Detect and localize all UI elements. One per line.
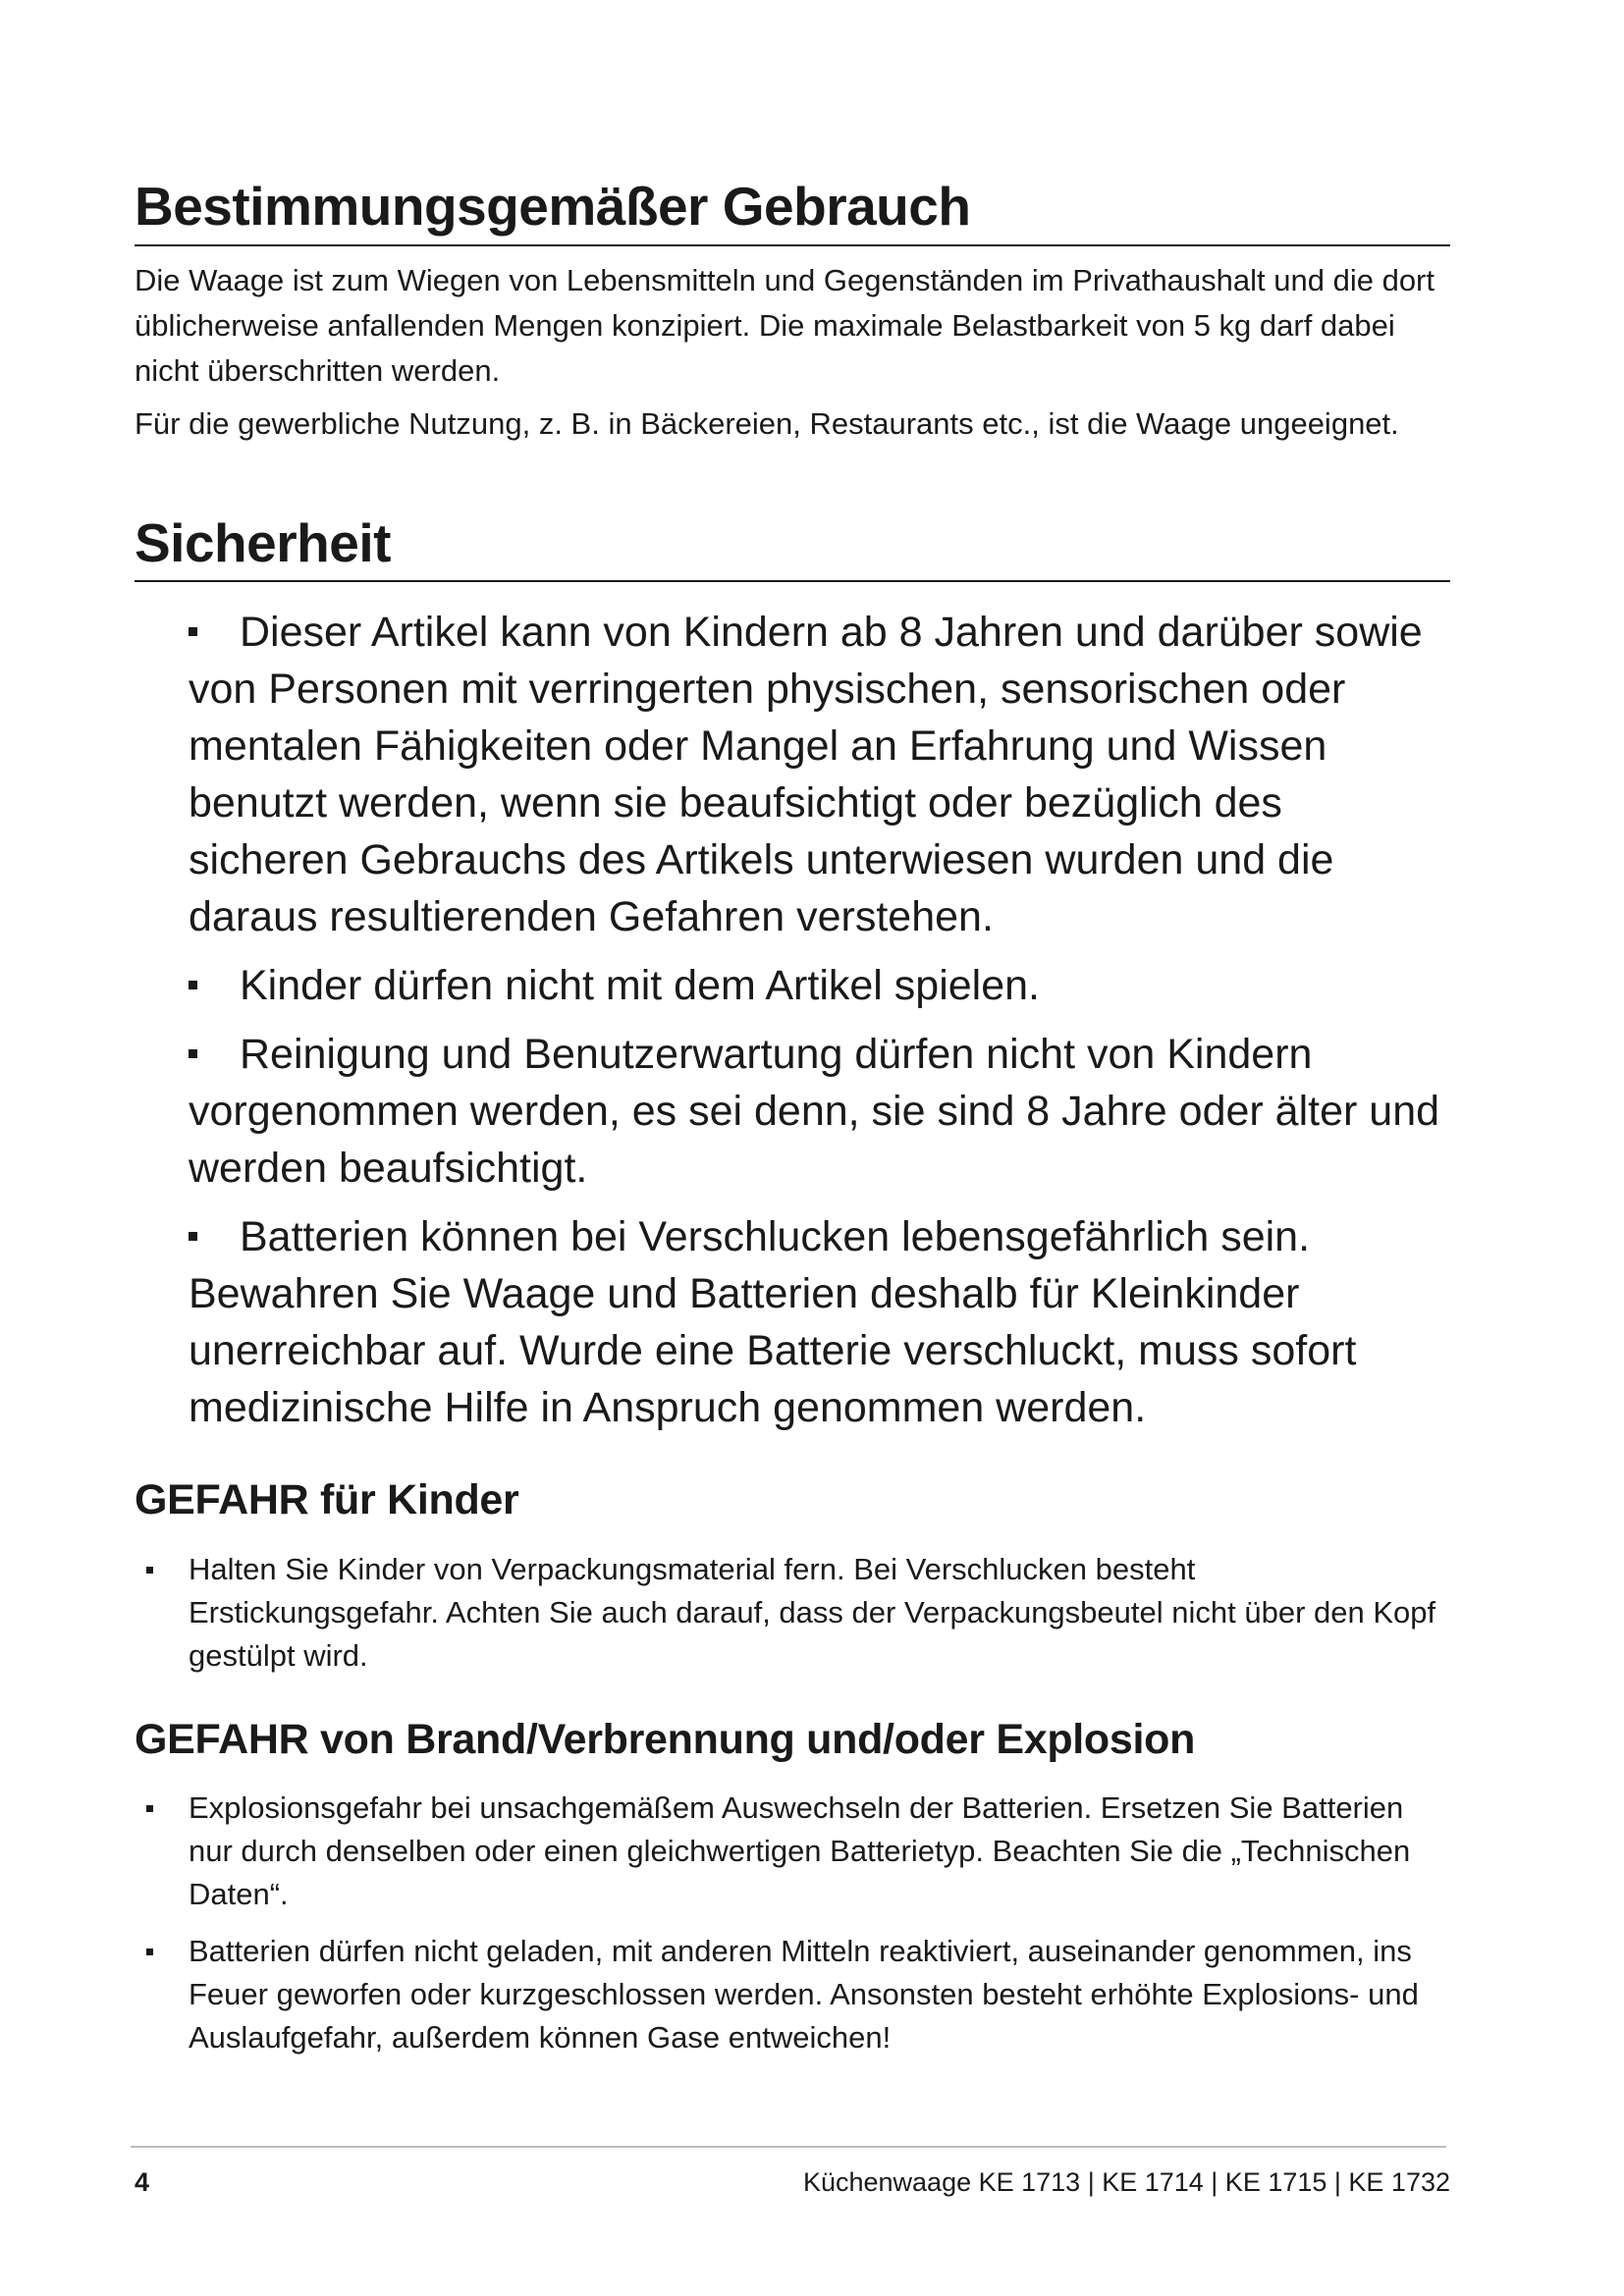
- safety-item-text: Batterien können bei Verschlucken lebensgefährlich sein. Bewahren Sie Waage und Batterien deshalb für Kleinkinder unerreichbar auf. Wurde eine Batterie verschluckt, muss sofort medizinische Hilfe in Anspruch genommen werden.: [189, 1213, 1357, 1431]
- footer-product-line: Küchenwaage KE 1713 | KE 1714 | KE 1715 | KE 1732: [802, 2167, 1450, 2197]
- safety-section: [135, 513, 1450, 1437]
- page-content: [135, 177, 1450, 2073]
- safety-list-item: [189, 604, 1450, 945]
- intended-use-paragraph: Für die gewerbliche Nutzung, z. B. in Bäckereien, Restaurants etc., ist die Waage ungeeignet.: [135, 405, 1399, 441]
- intended-use-section: [135, 177, 1450, 447]
- square-bullet-icon: [146, 1949, 153, 1955]
- safety-item-text: Reinigung und Benutzerwartung dürfen nicht von Kindern vorgenommen werden, es sei denn, sie sind 8 Jahre oder älter und werden beaufsichtigt.: [189, 1031, 1440, 1192]
- square-bullet-icon: [189, 1232, 197, 1241]
- danger-fire-heading: GEFAHR von Brand/Verbrennung und/oder Explosion: [135, 1715, 1196, 1763]
- danger-children-item-text: Halten Sie Kinder von Verpackungsmaterial fern. Bei Verschlucken besteht Erstickungsgefahr. Achten Sie auch darauf, dass der Verpackungsbeutel nicht über den Kopf gestülpt wird.: [189, 1551, 1436, 1673]
- intended-use-paragraph: Die Waage ist zum Wiegen von Lebensmitteln und Gegenständen im Privathaushalt und die dort üblicherweise anfallenden Mengen konzipiert. Die maximale Belastbarkeit von 5 kg darf dabei nicht überschritten werden.: [135, 262, 1435, 388]
- danger-fire-item: [135, 1787, 1450, 1916]
- safety-list-item: [189, 957, 1450, 1014]
- safety-list-item: [189, 1208, 1450, 1436]
- danger-children-section: [135, 1475, 1450, 1678]
- danger-fire-item-text: Batterien dürfen nicht geladen, mit anderen Mitteln reaktiviert, auseinander genommen, ins Feuer geworfen oder kurzgeschlossen werden. Ansonsten besteht erhöhte Explosions- und Auslaufgefahr, außerdem können Gase entweichen!: [189, 1934, 1419, 2056]
- danger-children-heading: GEFAHR für Kinder: [135, 1476, 519, 1523]
- danger-children-list: [135, 1548, 1450, 1678]
- danger-fire-list: [135, 1787, 1450, 2059]
- danger-children-item: [135, 1548, 1450, 1678]
- intended-use-heading: Bestimmungsgemäßer Gebrauch: [135, 177, 1450, 246]
- safety-heading: Sicherheit: [135, 513, 1450, 583]
- square-bullet-icon: [189, 1049, 197, 1058]
- square-bullet-icon: [146, 1805, 153, 1812]
- square-bullet-icon: [189, 627, 197, 636]
- footer-divider: [131, 2146, 1446, 2148]
- page-number: 4: [135, 2167, 150, 2197]
- danger-fire-item: [135, 1930, 1450, 2059]
- safety-item-text: Kinder dürfen nicht mit dem Artikel spielen.: [240, 962, 1041, 1009]
- danger-fire-item-text: Explosionsgefahr bei unsachgemäßem Auswechseln der Batterien. Ersetzen Sie Batterien nur durch denselben oder einen gleichwertigen Batterietyp. Beachten Sie die „Technischen Daten“.: [189, 1790, 1411, 1912]
- square-bullet-icon: [146, 1567, 153, 1574]
- square-bullet-icon: [189, 981, 197, 989]
- safety-list-item: [189, 1026, 1450, 1197]
- safety-list: [135, 604, 1450, 1436]
- danger-fire-section: [135, 1715, 1450, 2060]
- safety-item-text: Dieser Artikel kann von Kindern ab 8 Jahren und darüber sowie von Personen mit verringerten physischen, sensorischen oder mentalen Fähigkeiten oder Mangel an Erfahrung und Wissen benutzt werden, wenn sie beaufsichtigt oder bezüglich des sicheren Gebrauchs des Artikels unterwiesen wurden und die daraus resultierenden Gefahren verstehen.: [189, 609, 1423, 940]
